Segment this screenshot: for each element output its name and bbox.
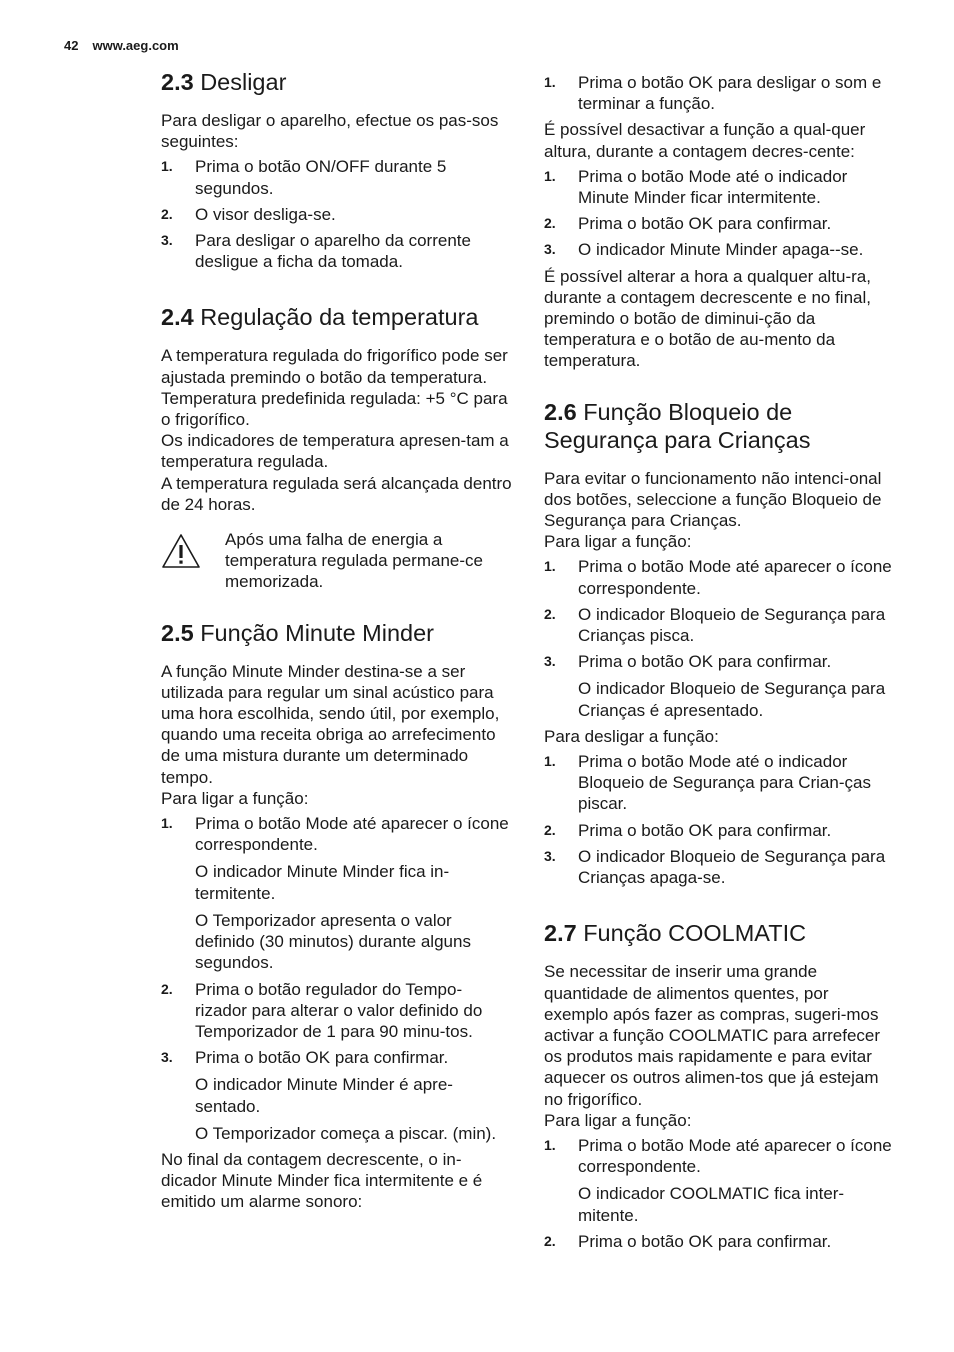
list-item: 1. Prima o botão Mode até o indicador Bloqueio de Segurança para Crian-ças piscar. xyxy=(544,752,871,814)
section-heading-2-3: 2.3 Desligar xyxy=(161,69,287,95)
list-item: 1. Prima o botão Mode até aparecer o ícone correspondente. O indicador Minute Minder fica in-termitente. O Temporizador apresenta o valor definido (30 minutos) durante alguns segundos. xyxy=(161,813,513,973)
section-heading-2-6: 2.6 Função Bloqueio de Segurança para Crianças xyxy=(544,398,811,453)
list-item: 2. Prima o botão OK para confirmar. xyxy=(544,214,832,234)
step-list xyxy=(544,1135,896,1252)
paragraph: Para desligar o aparelho, efectue os pas-sos seguintes: xyxy=(161,111,499,152)
left-column xyxy=(161,68,513,1213)
list-item-note: O indicador Bloqueio de Segurança para Crianças é apresentado. xyxy=(578,679,886,720)
list-item: 3. O indicador Bloqueio de Segurança para Crianças apaga-se. xyxy=(544,846,886,888)
step-list xyxy=(161,156,513,272)
step-list xyxy=(544,751,896,888)
list-item: 1. Prima o botão Mode até o indicador Minute Minder ficar intermitente. xyxy=(544,166,848,208)
paragraph: É possível alterar a hora a qualquer altu-ra, durante a contagem decrescente e no final, premindo o botão de diminui-ção da temperatura e o botão de au-mento da temperatura. xyxy=(544,266,871,371)
step-list xyxy=(161,813,513,1144)
paragraph: Para ligar a função: xyxy=(544,1110,692,1130)
page-number: 42 xyxy=(64,38,79,53)
warning-text: Após uma falha de energia a temperatura regulada permane-ce memorizada. xyxy=(225,530,483,592)
list-item-note: O indicador Minute Minder fica in-termitente. xyxy=(195,862,450,903)
step-list xyxy=(544,166,896,261)
section-heading-2-5: 2.5 Função Minute Minder xyxy=(161,619,435,646)
step-list xyxy=(544,72,896,114)
warning-note xyxy=(161,529,513,593)
page-header xyxy=(64,38,179,53)
site-url[interactable]: www.aeg.com xyxy=(92,38,179,53)
list-item: 2. Prima o botão OK para confirmar. xyxy=(544,1231,832,1251)
list-item: 3. Prima o botão OK para confirmar. O indicador Minute Minder é apre-sentado. O Temporizador começa a piscar. (min). xyxy=(161,1047,513,1144)
section-heading-2-7: 2.7 Função COOLMATIC xyxy=(544,920,807,947)
list-item: 1. Prima o botão Mode até aparecer o ícone correspondente. xyxy=(544,557,892,598)
right-column xyxy=(544,68,896,1257)
list-item-note: O indicador Minute Minder é apre-sentado. xyxy=(195,1075,453,1116)
section-heading-2-4: 2.4 Regulação da temperatura xyxy=(161,304,479,331)
list-item: 2. Prima o botão regulador do Tempo-rizador para alterar o valor definido do Temporizador de 1 para 90 minu-tos. xyxy=(161,979,483,1041)
paragraph: Para desligar a função: xyxy=(544,726,719,746)
paragraph: Temperatura predefinida regulada: +5 °C para o frigorífico. xyxy=(161,388,508,430)
list-item: 1. Prima o botão Mode até aparecer o ícone correspondente. O indicador COOLMATIC fica inter-mitente. xyxy=(544,1135,896,1226)
list-item: 3. O indicador Minute Minder apaga--se. xyxy=(544,240,864,260)
paragraph: A temperatura regulada do frigorífico pode ser ajustada premindo o botão da temperatura. xyxy=(161,346,508,387)
list-item: 3. Para desligar o aparelho da corrente desligue a ficha da tomada. xyxy=(161,231,471,272)
paragraph: Se necessitar de inserir uma grande quantidade de alimentos quentes, por exemplo após fazer as compras, sugeri-mos activar a função COOLMATIC para arrefecer os produtos mais rapidamente e para evitar aquecer os outros alimen-tos que já estejam no frigorífico. xyxy=(544,962,881,1109)
list-item: 3. Prima o botão OK para confirmar. O indicador Bloqueio de Segurança para Crianças é apresentado. xyxy=(544,651,896,721)
paragraph: Para ligar a função: xyxy=(161,788,309,808)
warning-triangle-icon xyxy=(161,533,201,569)
list-item: 1. Prima o botão ON/OFF durante 5 segundos. xyxy=(161,157,447,198)
list-item-note: O Temporizador apresenta o valor definido (30 minutos) durante alguns segundos. xyxy=(195,910,471,973)
list-item-note: O Temporizador começa a piscar. (min). xyxy=(195,1123,497,1143)
list-item: 1. Prima o botão OK para desligar o som e terminar a função. xyxy=(544,73,882,114)
paragraph: É possível desactivar a função a qual-quer altura, durante a contagem decres-cente: xyxy=(544,120,866,161)
list-item: 2. Prima o botão OK para confirmar. xyxy=(544,820,832,840)
paragraph: A temperatura regulada será alcançada dentro de 24 horas. xyxy=(161,473,512,514)
paragraph: A função Minute Minder destina-se a ser utilizada para regular um sinal acústico para uma hora escolhida, sendo útil, por exemplo, quando uma receita obriga ao arrefecimento de uma mistura durante um determinado tempo. xyxy=(161,661,500,787)
paragraph: Os indicadores de temperatura apresen-tam a temperatura regulada. xyxy=(161,431,509,472)
list-item: 2. O indicador Bloqueio de Segurança para Crianças pisca. xyxy=(544,604,886,646)
paragraph: Para evitar o funcionamento não intenci-onal dos botões, seleccione a função Bloqueio de Segurança para Crianças. xyxy=(544,468,882,531)
step-list xyxy=(544,556,896,720)
list-item-note: O indicador COOLMATIC fica inter-mitente. xyxy=(578,1184,845,1225)
paragraph: Para ligar a função: xyxy=(544,532,692,552)
list-item: 2. O visor desliga-se. xyxy=(161,204,336,224)
paragraph: No final da contagem decrescente, o in-dicador Minute Minder fica intermitente e é emitido um alarme sonoro: xyxy=(161,1149,483,1212)
